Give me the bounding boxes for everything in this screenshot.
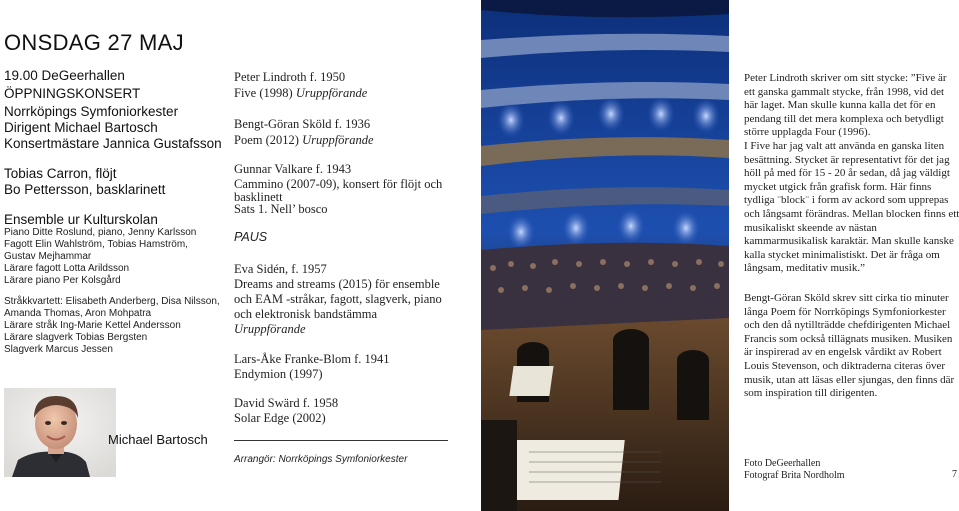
string-quartet-line: Lärare stråk Ing-Marie Kettel Andersson [4,320,181,331]
photo-credit: Foto DeGeerhallen [744,458,821,469]
ensemble-line: Gustav Mejhammar [4,251,92,262]
movement-line: Sats 1. Nell’ bosco [234,202,328,216]
photo-caption: Michael Bartosch [108,432,208,447]
work-title: Five (1998) [234,86,296,100]
divider [234,440,448,441]
composer-line: David Swärd f. 1958 [234,396,339,410]
photographer-credit: Fotograf Brita Nordholm [744,470,845,481]
ensemble-line: Lärare piano Per Kolsgård [4,275,121,286]
work-line [234,133,374,148]
ensemble-line: Fagott Elin Wahlström, Tobias Hamström, [4,239,188,250]
composer-line: Eva Sidén, f. 1957 [234,262,327,276]
premiere-note: Uruppförande [295,86,368,100]
program-note-paragraph: Peter Lindroth skriver om sitt stycke: ”Five är ett ganska gammalt stycke, från 1998, vid det här laget. Man skulle kunna kalla det för en pendang till det mera komplexa och betydligt större upplagda Four (1996). [744,72,947,139]
premiere-note: Uruppförande [302,133,374,147]
conductor-line: Dirigent Michael Bartosch [4,120,158,135]
string-quartet-line: Lärare slagverk Tobias Bergsten [4,332,148,343]
concert-hall-photo [481,0,729,511]
day-heading: ONSDAG 27 MAJ [4,30,184,55]
composer-line: Bengt-Göran Sköld f. 1936 [234,117,371,131]
work-line: och EAM -stråkar, fagott, slagverk, piano [234,292,442,306]
string-quartet-line: Amanda Thomas, Aron Mohpatra [4,308,152,319]
premiere-note: Uruppförande [234,322,306,336]
work-line: Solar Edge (2002) [234,411,326,425]
work-title: Poem (2012) [234,133,303,147]
composer-line: Peter Lindroth f. 1950 [234,70,346,84]
composer-line: Lars-Åke Franke-Blom f. 1941 [234,352,390,366]
soloist-line: Tobias Carron, flöjt [4,166,117,181]
portrait-image [4,388,116,477]
work-line: Cammino (2007-09), konsert för flöjt och [234,177,443,191]
concertmaster-line: Konsertmästare Jannica Gustafsson [4,136,222,151]
ensemble-title: Ensemble ur Kulturskolan [4,212,158,227]
ensemble-line: Piano Ditte Roslund, piano, Jenny Karlsson [4,227,197,238]
intermission-label: PAUS [234,230,268,244]
arranger-line: Arrangör: Norrköpings Symfoniorkester [234,454,408,465]
page-number: 7 [952,469,957,480]
hall-image [481,0,729,511]
string-quartet-line: Stråkkvartett: Elisabeth Anderberg, Disa Nilsson, [4,296,220,307]
string-quartet-line: Slagverk Marcus Jessen [4,344,113,355]
work-line: och elektronisk bandstämma [234,307,378,321]
program-note-paragraph: I Five har jag valt att använda en ganska liten besättning. Stycket är representativt för det jag höll på med för 15 - 20 år sedan, då jag väldigt mycket utgick från grafisk form. Här finns tydliga ¨block¨ i form av ackord som upprepas och långsamt förändras. Mellan blocken finns ett musikaliskt skeende av nästan kammarmusikalisk karaktär. Man skulle kanske kalla stycket minimalistiskt. Det är fråga om långsam, meditativ musik.” [744,140,959,275]
work-line: Dreams and streams (2015) för ensemble [234,277,440,291]
conductor-portrait [4,388,116,477]
work-line: Endymion (1997) [234,367,323,381]
time-venue: 19.00 DeGeerhallen [4,68,125,83]
program-note-paragraph: Bengt-Göran Sköld skrev sitt cirka tio minuter långa Poem för Norrköpings Symfoniorkester och den då nytillträdde chefdirigenten Michael Francis som också tillägnats musiken. Musiken är inspirerad av en engelsk vårdikt av Robert Louis Stevenson, och diktraderna citeras över musik, utan att läsas eller sjungas, den finns där som inspiration till dirigenten. [744,292,955,400]
concert-title: ÖPPNINGSKONSERT [4,86,141,101]
ensemble-line: Lärare fagott Lotta Arildsson [4,263,130,274]
soloist-line: Bo Pettersson, basklarinett [4,182,166,197]
work-line: basklinett [234,190,283,204]
orchestra-line: Norrköpings Symfoniorkester [4,104,179,119]
composer-line: Gunnar Valkare f. 1943 [234,162,352,176]
work-line [234,86,367,101]
program-column [0,0,222,511]
